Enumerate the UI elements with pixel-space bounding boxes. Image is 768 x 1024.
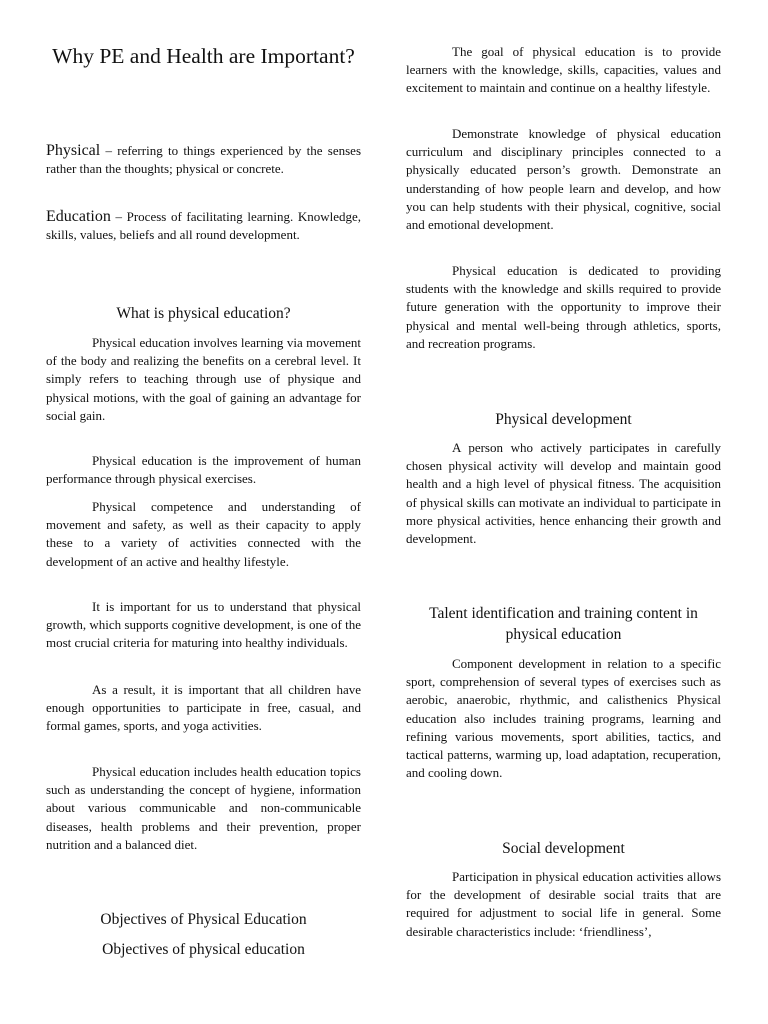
definition-separator: – xyxy=(110,209,127,224)
section-heading-physical-development: Physical development xyxy=(495,411,632,428)
paragraph: It is important for us to understand that physical growth, which supports cognitive development, is one of the most crucial criteria for maturing into healthy individuals. xyxy=(46,599,361,651)
paragraph: As a result, it is important that all children have enough opportunities to participate in free, casual, and formal games, sports, and yoga activities. xyxy=(46,682,361,734)
definition-separator: – xyxy=(100,143,118,158)
paragraph: Physical education includes health education topics such as understanding the concept of hygiene, information about various communicable and non-communicable diseases, health problems and their prevention, proper nutrition and a balanced diet. xyxy=(46,764,361,852)
paragraph: A person who actively participates in carefully chosen physical activity will develop and maintain good health and a high level of physical fitness. The acquisition of physical skills can motivate an individual to participate in more physical activities, hence enhancing their growth and development. xyxy=(406,440,721,547)
section-heading-objectives-repeat: Objectives of physical education xyxy=(102,941,305,958)
paragraph: Physical education is dedicated to providing students with the knowledge and skills required to provide future generation with the opportunity to improve their physical and mental well-being through athletics, sports, and recreation programs. xyxy=(406,263,721,351)
paragraph: Component development in relation to a specific sport, comprehension of several types of exercises such as aerobic, anaerobic, rhythmic, and calisthenics Physical education also includes training programs, learning and refining various movements, sport abilities, tactics, and tactical patterns, warming up, load adaptation, recuperation, and cooling down. xyxy=(406,656,721,781)
definition-text: Process of facilitating learning. Knowledge, skills, values, beliefs and all round development. xyxy=(46,209,361,243)
section-heading-social-development: Social development xyxy=(502,840,625,857)
section-heading-what-is-pe: What is physical education? xyxy=(116,305,291,322)
definition-text: referring to things experienced by the senses rather than the thoughts; physical or concrete. xyxy=(46,143,361,177)
definition-physical xyxy=(46,142,361,178)
paragraph: Participation in physical education activities allows for the development of desirable social traits that are required for adjustment to social life in general. Some desirable characteristics include: ‘friendliness’, xyxy=(406,869,721,939)
definition-term: Physical xyxy=(46,142,101,159)
paragraph: Physical competence and understanding of movement and safety, as well as their capacity to apply these to a variety of activities connected with the development of an active and healthy lifestyle. xyxy=(46,499,361,569)
paragraph: Physical education is the improvement of human performance through physical exercises. xyxy=(46,453,361,487)
definition-term: Education xyxy=(46,208,111,225)
paragraph: Demonstrate knowledge of physical education curriculum and disciplinary principles connected to a physically educated person’s growth. Demonstrate an understanding of how people learn and develop, and how you can help students with their physical, cognitive, social and emotional development. xyxy=(406,126,721,233)
section-heading-talent-identification: Talent identification and training content in physical education xyxy=(429,605,698,643)
document-title: Why PE and Health are Important? xyxy=(52,44,355,68)
definition-education xyxy=(46,208,361,244)
paragraph: The goal of physical education is to provide learners with the knowledge, skills, capacities, values and excitement to maintain and continue on a healthy lifestyle. xyxy=(406,44,721,96)
paragraph: Physical education involves learning via movement of the body and realizing the benefits on a cerebral level. It simply refers to teaching through use of physique and physical motions, with the goal of gaining an advantage for social gain. xyxy=(46,335,361,423)
section-heading-objectives: Objectives of Physical Education xyxy=(100,911,307,928)
